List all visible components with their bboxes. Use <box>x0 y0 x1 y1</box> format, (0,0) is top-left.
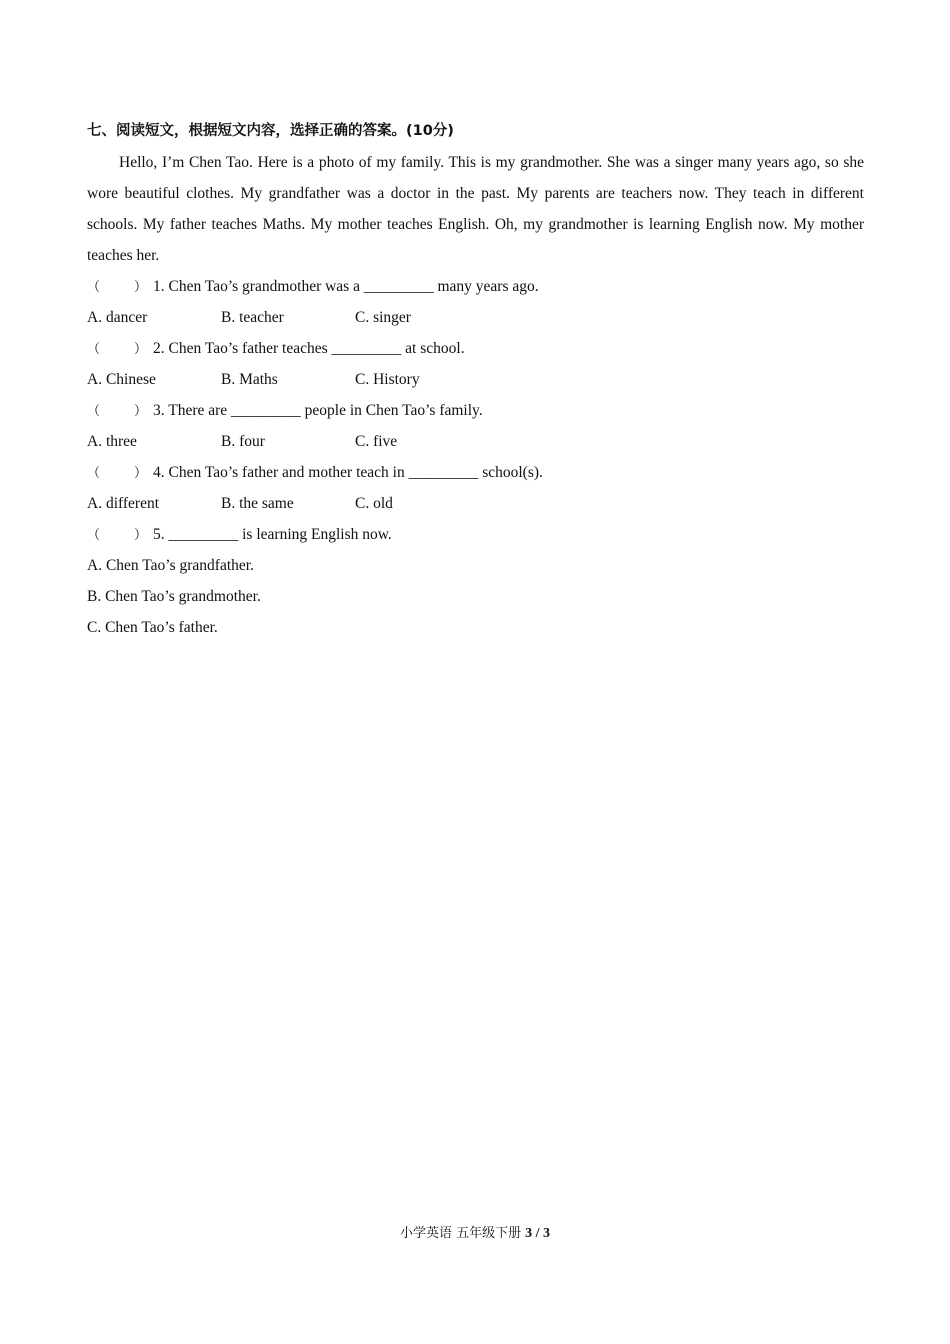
question-4 <box>87 457 864 488</box>
answer-bracket-4[interactable]: （ ） <box>87 466 148 481</box>
option-3b: B. four <box>221 433 265 450</box>
option-1c: C. singer <box>355 309 411 326</box>
option-5b: B. Chen Tao’s grandmother. <box>87 588 261 605</box>
option-1a: A. dancer <box>87 309 148 326</box>
answer-bracket-5[interactable]: （ ） <box>87 528 148 543</box>
question-3 <box>87 395 864 426</box>
answer-bracket-1[interactable]: （ ） <box>87 280 148 295</box>
question-5-stem: 5. _________ is learning English now. <box>153 526 392 543</box>
page-number: 3 / 3 <box>525 1226 551 1241</box>
section-title: 七、阅读短文，根据短文内容，选择正确的答案。(10分) <box>87 123 454 139</box>
question-2 <box>87 333 864 364</box>
question-1 <box>87 271 864 302</box>
footer-label: 小学英语 五年级下册 <box>399 1226 522 1241</box>
option-3c: C. five <box>355 433 398 450</box>
answer-bracket-3[interactable]: （ ） <box>87 404 148 419</box>
option-4a: A. different <box>87 495 160 512</box>
option-2a: A. Chinese <box>87 371 156 388</box>
question-1-stem: 1. Chen Tao’s grandmother was a _________ many years ago. <box>153 278 539 295</box>
option-4b: B. the same <box>221 495 294 512</box>
option-3a: A. three <box>87 433 137 450</box>
reading-passage: Hello, I’m Chen Tao. Here is a photo of my family. This is my grandmother. She was a singer many years ago, so she wore beautiful clothes. My grandfather was a doctor in the past. My parents are teachers now. They teach in different schools. My father teaches Maths. My mother teaches English. Oh, my grandmother is learning English now. My mother teaches her. <box>87 154 864 264</box>
option-2b: B. Maths <box>221 371 278 388</box>
option-1b: B. teacher <box>221 309 284 326</box>
question-1-options <box>87 302 864 333</box>
question-4-stem: 4. Chen Tao’s father and mother teach in _________ school(s). <box>153 464 543 481</box>
option-2c: C. History <box>355 371 420 388</box>
question-3-stem: 3. There are _________ people in Chen Tao’s family. <box>153 402 483 419</box>
option-5c: C. Chen Tao’s father. <box>87 619 218 636</box>
question-4-options <box>87 488 864 519</box>
question-3-options <box>87 426 864 457</box>
question-2-stem: 2. Chen Tao’s father teaches _________ at school. <box>153 340 465 357</box>
option-5a: A. Chen Tao’s grandfather. <box>87 557 254 574</box>
page-footer <box>0 1222 950 1246</box>
answer-bracket-2[interactable]: （ ） <box>87 342 148 357</box>
option-4c: C. old <box>355 495 393 512</box>
question-5 <box>87 519 864 550</box>
question-2-options <box>87 364 864 395</box>
reading-section <box>87 116 864 643</box>
